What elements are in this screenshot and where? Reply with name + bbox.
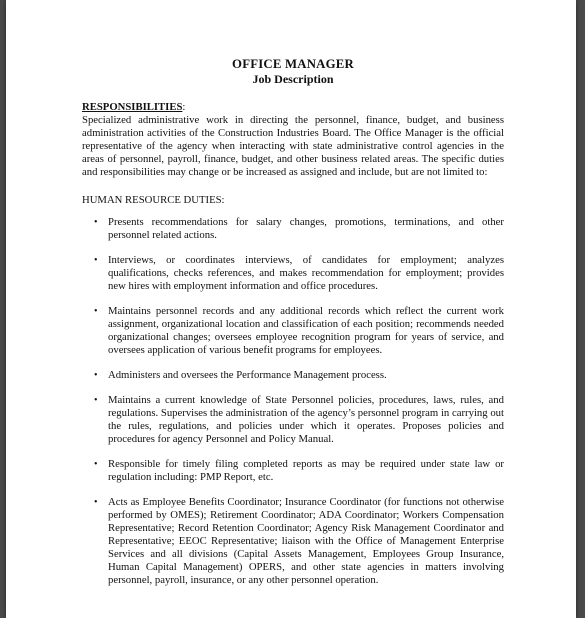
duty-text: Interviews, or coordinates interviews, of candidates for employment; analyzes qualifications, checks references, and makes recommendation for employment; provides new hires with employment information and office procedures. xyxy=(108,254,504,292)
duty-text: Presents recommendations for salary changes, promotions, terminations, and other personnel related actions. xyxy=(108,216,504,241)
responsibilities-heading-colon: : xyxy=(182,101,186,113)
responsibilities-text: Specialized administrative work in directing the personnel, finance, budget, and business administration activities of the Construction Industries Board. The Office Manager is the official representative of the agency when interacting with state administrative control agencies in the areas of personnel, payroll, finance, budget, and other business related areas. The specific duties and responsibilities may change or be increased as assigned and include, but are not limited to: xyxy=(82,114,504,178)
document-page xyxy=(6,0,576,618)
duty-text: Administers and oversees the Performance Management process. xyxy=(108,369,387,381)
duty-item xyxy=(82,305,504,357)
bullet-icon: • xyxy=(94,497,98,508)
document-subtitle: Job Description xyxy=(252,72,334,86)
duty-item xyxy=(82,496,504,587)
duty-text: Maintains a current knowledge of State Personnel policies, procedures, laws, rules, and regulations. Supervises the administration of the agency’s personnel program in carrying out the rules, regulations, and policies under which it operates. Proposes policies and procedures for agency Personnel and Policy Manual. xyxy=(108,394,504,445)
duty-item xyxy=(82,369,504,382)
duty-item xyxy=(82,216,504,242)
bullet-icon: • xyxy=(94,217,98,228)
document-title: OFFICE MANAGER xyxy=(232,57,354,71)
responsibilities-heading: RESPONSIBILITIES xyxy=(82,101,183,113)
duty-text: Maintains personnel records and any additional records which reflect the current work assignment, organizational location and classification of each position; recommends needed organizational changes; oversees employee recognition program for years of service, and oversees application of various benefit programs for employees. xyxy=(108,305,504,356)
duty-item xyxy=(82,254,504,293)
duty-text: Acts as Employee Benefits Coordinator; Insurance Coordinator (for functions not otherwise performed by OMES); Retirement Coordinator; ADA Coordinator; Workers Compensation Representative; Record Retention Coordinator; Agency Risk Management Coordinator and Representative; EEOC Representative; liaison with the Office of Management Enterprise Services and all divisions (Capital Assets Management, Employees Group Insurance, Human Capital Management) OPERS, and other state agencies in matters involving personnel, payroll, insurance, or any other personnel operation. xyxy=(108,496,504,586)
responsibilities-heading-line xyxy=(82,101,504,114)
bullet-icon: • xyxy=(94,395,98,406)
hr-duties-heading: HUMAN RESOURCE DUTIES: xyxy=(82,194,225,206)
bullet-icon: • xyxy=(94,255,98,266)
document-content xyxy=(82,56,504,599)
bullet-icon: • xyxy=(94,306,98,317)
bullet-icon: • xyxy=(94,459,98,470)
duty-text: Responsible for timely filing completed reports as may be required under state law or regulation including: PMP Report, etc. xyxy=(108,458,504,483)
duties-list xyxy=(82,216,504,587)
duty-item xyxy=(82,394,504,446)
duty-item xyxy=(82,458,504,484)
bullet-icon: • xyxy=(94,370,98,381)
